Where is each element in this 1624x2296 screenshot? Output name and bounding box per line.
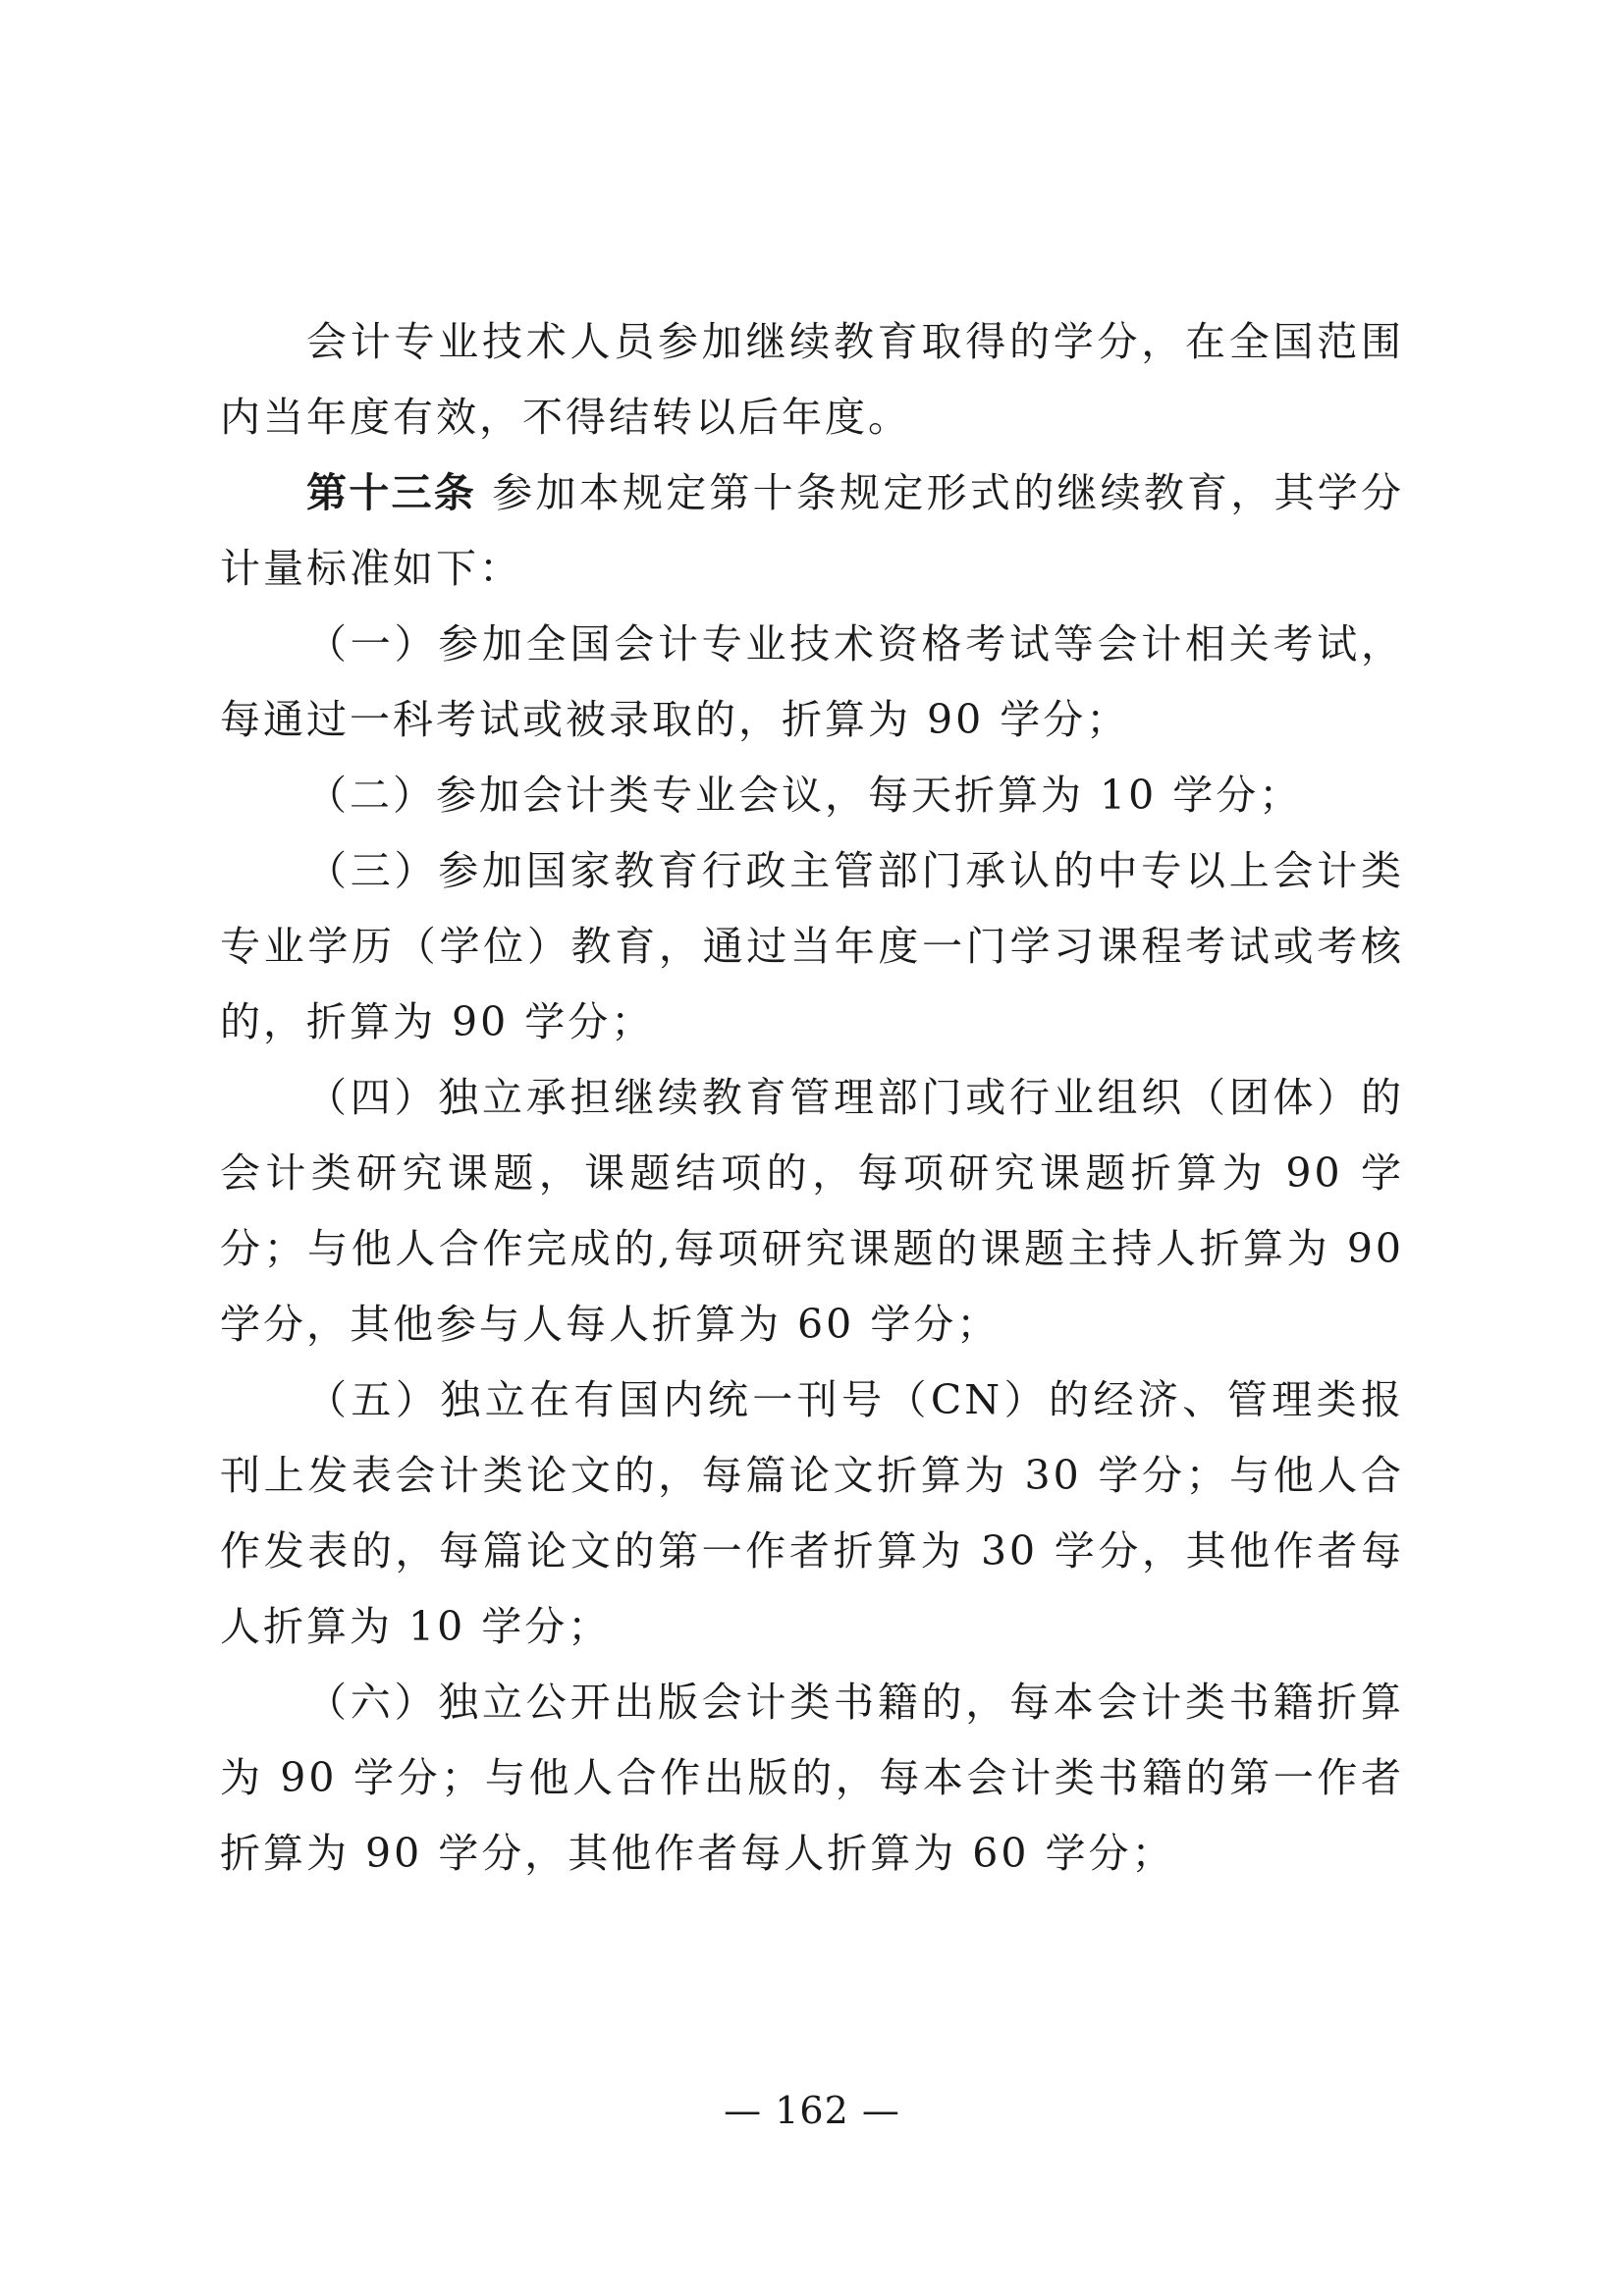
paragraph-item-2: （二）参加会计类专业会议，每天折算为 10 学分； <box>306 772 1303 819</box>
paragraph-credit-validity: 会计专业技术人员参加继续教育取得的学分，在全国范围内当年度有效，不得结转以后年度。 <box>220 318 1404 441</box>
article-heading: 第十三条 <box>306 469 476 516</box>
paragraph-item-1: （一）参加全国会计专业技术资格考试等会计相关考试，每通过一科考试或被录取的，折算为 90 学分； <box>220 620 1404 743</box>
paragraph-item-6: （六）独立公开出版会计类书籍的，每本会计类书籍折算为 90 学分；与他人合作出版的，每本会计类书籍的第一作者折算为 90 学分，其他作者每人折算为 60 学分； <box>220 1679 1404 1877</box>
paragraph-item-4: （四）独立承担继续教育管理部门或行业组织（团体）的会计类研究课题，课题结项的，每项研究课题折算为 90 学分；与他人合作完成的,每项研究课题的课题主持人折算为 90 学分，其他参与人每人折算为 60 学分； <box>220 1074 1404 1348</box>
article-13-body: 参加本规定第十条规定形式的继续教育，其学分计量标准如下： <box>220 469 1405 592</box>
document-body <box>220 304 1404 1892</box>
paragraph-item-5: （五）独立在有国内统一刊号（CN）的经济、管理类报刊上发表会计类论文的，每篇论文折算为 30 学分；与他人合作发表的，每篇论文的第一作者折算为 30 学分，其他作者每人折算为 10 学分； <box>220 1376 1404 1650</box>
paragraph-item-3: （三）参加国家教育行政主管部门承认的中专以上会计类专业学历（学位）教育，通过当年度一门学习课程考试或考核的，折算为 90 学分； <box>220 847 1404 1045</box>
paragraph-article-13 <box>220 455 1404 607</box>
page-number: — 162 — <box>724 2089 900 2132</box>
